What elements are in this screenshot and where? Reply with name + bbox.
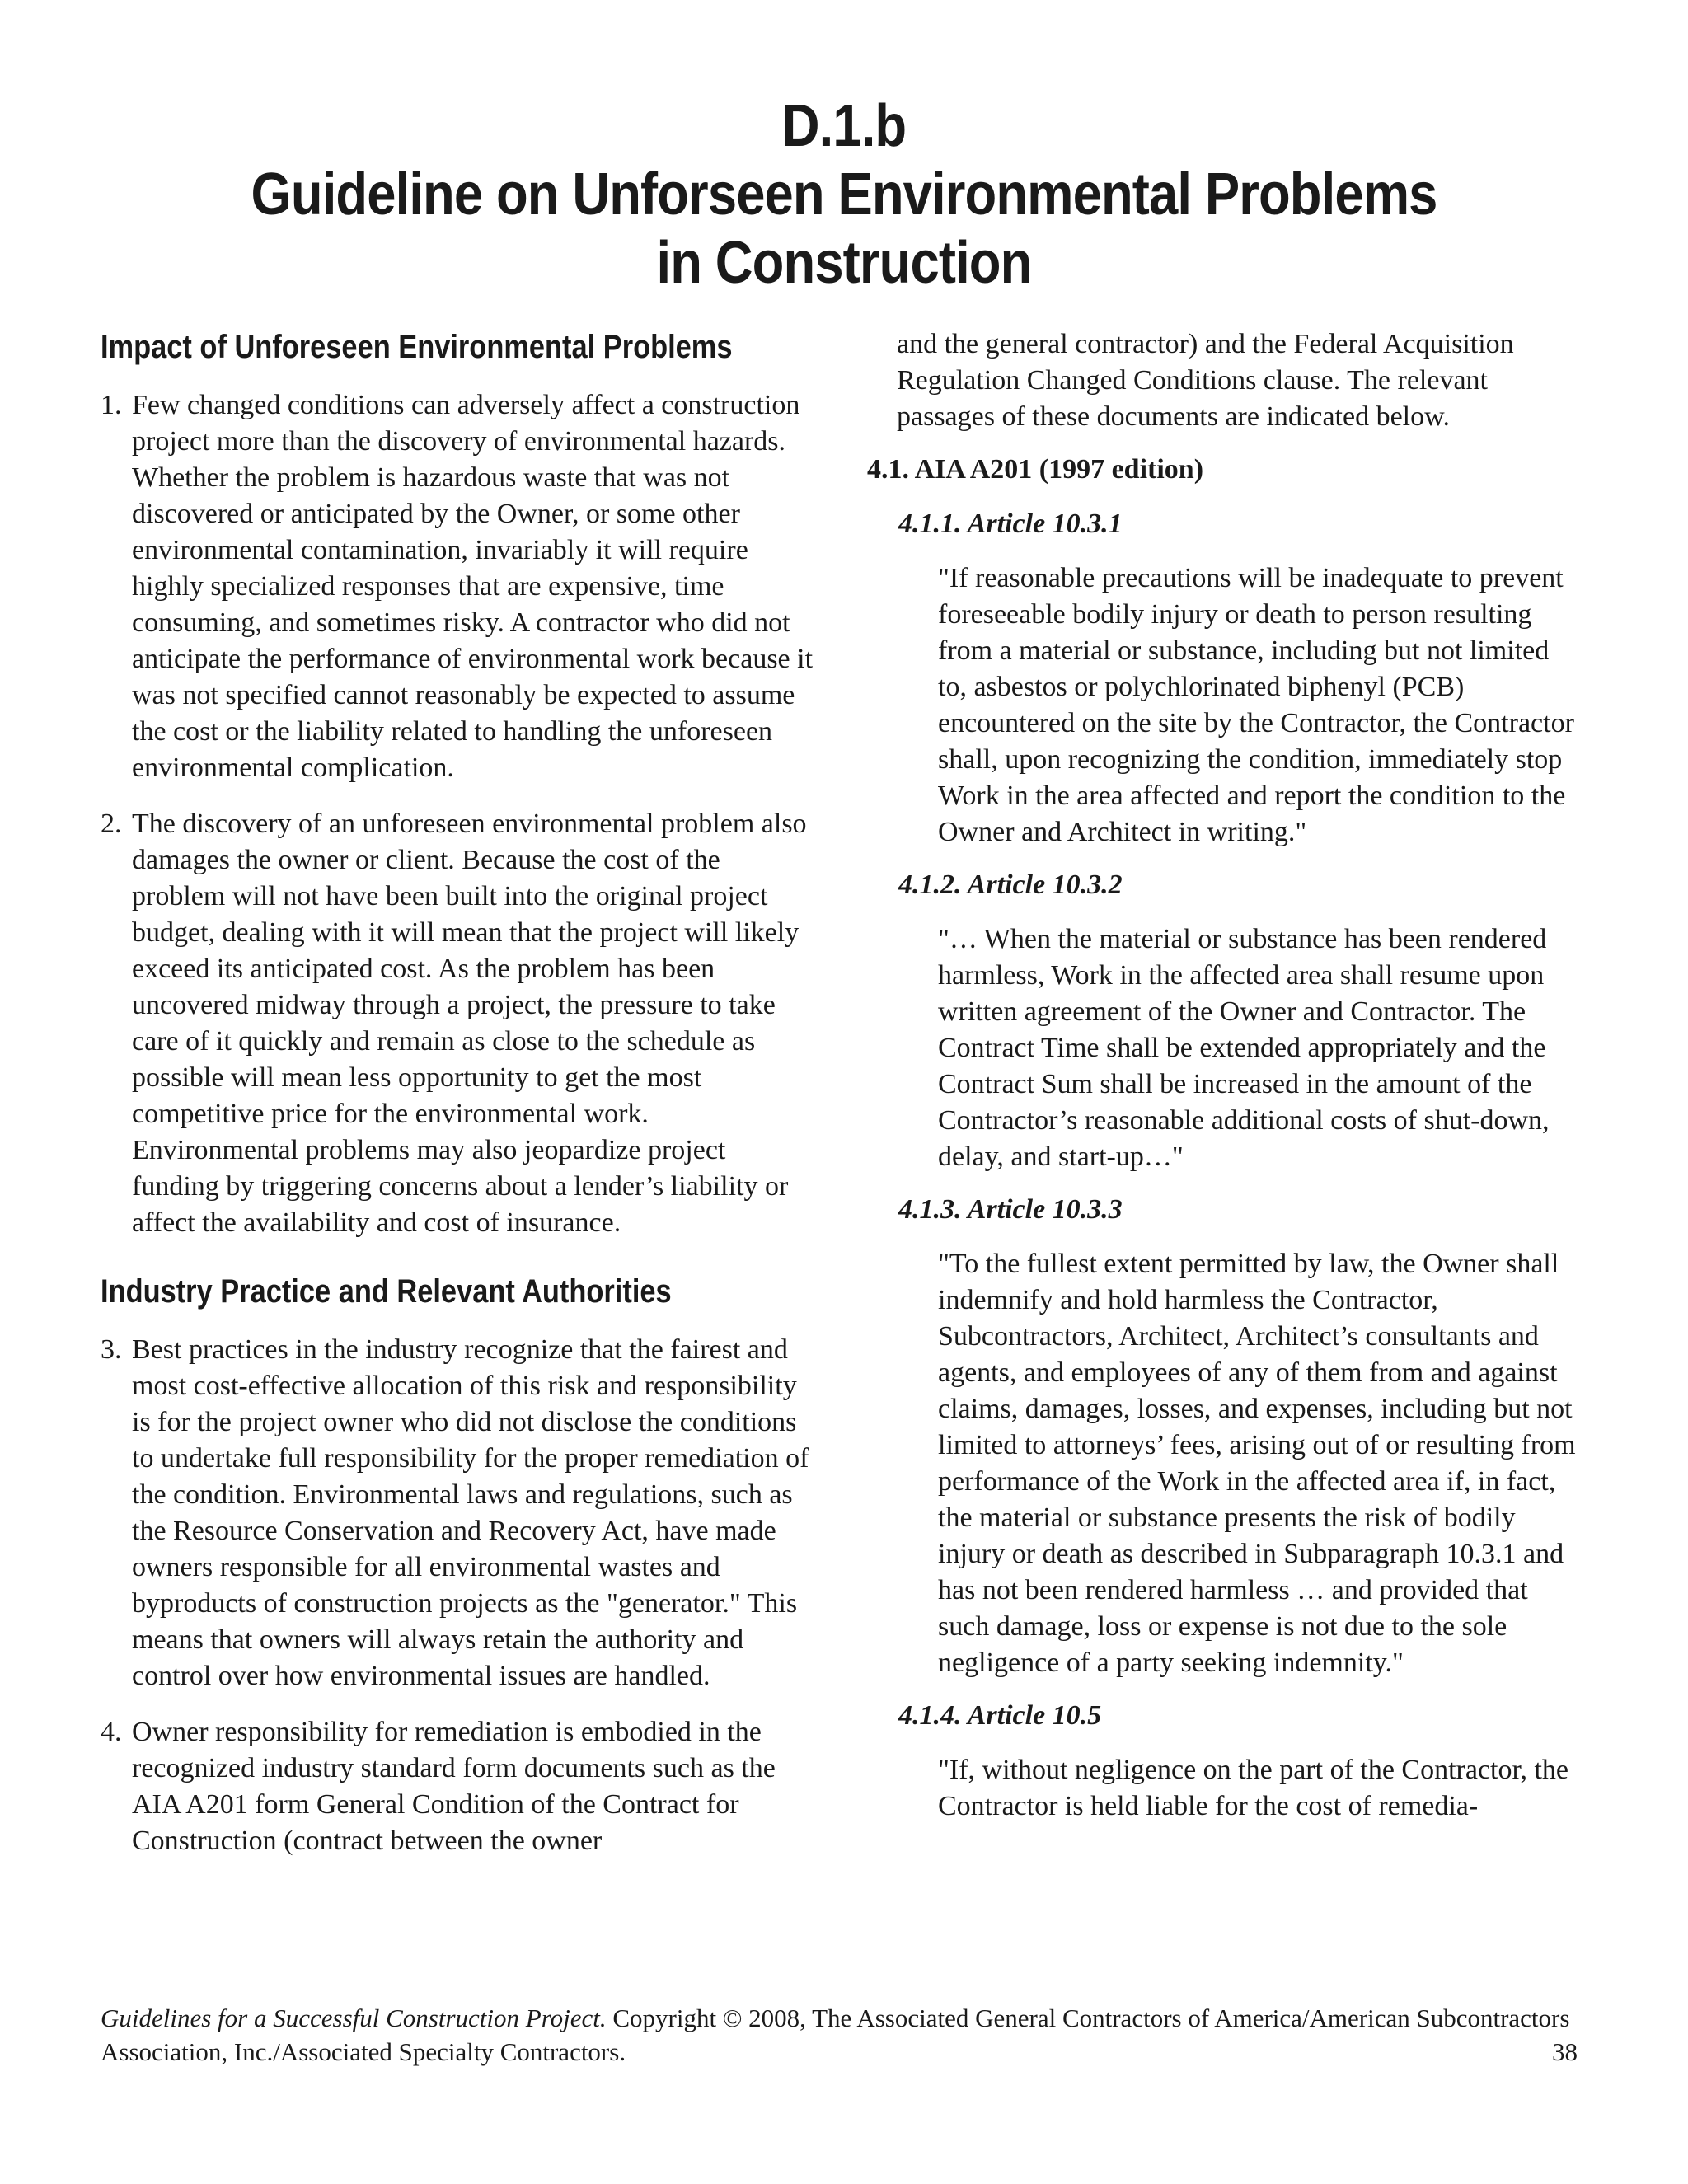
numbered-paragraph <box>101 387 816 786</box>
numbered-paragraph <box>101 1332 816 1694</box>
title-line-end: in Construction <box>656 230 1032 296</box>
article-heading: 4.1.4. Article 10.5 <box>898 1700 1102 1731</box>
right-column <box>867 326 1584 1841</box>
title-line-code: D.1.b <box>781 93 907 159</box>
article-quote: "If, without negligence on the part of the Contractor, the Contractor is held liable for the cost of remedia- <box>938 1755 1568 1821</box>
paragraph-text: The discovery of an unforeseen environmental problem also damages the owner or client. Because the cost of the problem will not have been built into the original project budget, dealing with it will mean that the project will likely exceed its anticipated cost. As the problem has been uncovered midway through a project, the pressure to take care of it quickly and remain as close to the schedule as possible will mean less opportunity to get the most competitive price for the environmental work. Environmental problems may also jeopardize project funding by triggering concerns about a lender’s liability or affect the availability and cost of insurance. <box>132 808 807 1238</box>
left-column <box>101 326 816 1879</box>
paragraph-number: 4. <box>101 1717 122 1747</box>
paragraph-number: 2. <box>101 808 122 839</box>
page-number: 38 <box>1552 2037 1578 2066</box>
footer-publication: Guidelines for a Successful Construction Project. <box>101 2004 607 2032</box>
paragraph-text: Few changed conditions can adversely affect a construction project more than the discovery of environmental hazards. Whether the problem is hazardous waste that was not discovered or anticipated by the Owner, or some other environmental contamination, invariably it will require highly specialized responses that are expensive, time consuming, and sometimes risky. A contractor who did not anticipate the performance of environmental work because it was not specified cannot reasonably be expected to assume the cost or the liability related to handling the unforeseen environmental complication. <box>132 390 814 783</box>
numbered-paragraph <box>101 806 816 1241</box>
paragraph-number: 1. <box>101 390 122 420</box>
numbered-paragraph <box>101 1714 816 1859</box>
paragraph-text: Best practices in the industry recognize that the fairest and most cost-effective allocation of this risk and responsibility is for the project owner who did not disclose the conditions to undertake full responsibility for the proper remediation of the condition. Environmental laws and regulations, such as the Resource Conservation and Recovery Act, have made owners responsible for all environmental wastes and byproducts of construction projects as the "generator." This means that owners will always retain the authority and control over how environmental issues are handled. <box>132 1334 809 1691</box>
section-heading-industry: Industry Practice and Relevant Authorities <box>101 1273 672 1310</box>
article-heading: 4.1.2. Article 10.3.2 <box>898 869 1123 900</box>
section-heading-impact: Impact of Unforeseen Environmental Problems <box>101 329 733 365</box>
article-quote: "… When the material or substance has been rendered harmless, Work in the affected area shall resume upon written agreement of the Owner and Contractor. The Contract Time shall be extended appropriately and the Contract Sum shall be increased in the amount of the Contractor’s reasonable additional costs of shut-down, delay, and start-up…" <box>938 924 1550 1172</box>
article-quote: "To the fullest extent permitted by law, the Owner shall indemnify and hold harmless the Contractor, Subcontractors, Architect, Architect’s consultants and agents, and employees of any of them from and against claims, damages, losses, and expenses, including but not limited to attorneys’ fees, arising out of or resulting from performance of the Work in the affected area if, in fact, the material or substance presents the risk of bodily injury or death as described in Subparagraph 10.3.1 and has not been rendered harmless … and provided that such damage, loss or expense is not due to the sole negligence of a party seeking indemnity." <box>938 1249 1576 1678</box>
title-line-main: Guideline on Unforseen Environmental Problems <box>251 162 1437 227</box>
page-footer <box>101 2001 1584 2069</box>
article-heading: 4.1.3. Article 10.3.3 <box>898 1194 1123 1225</box>
article-heading: 4.1.1. Article 10.3.1 <box>898 509 1123 539</box>
page-title <box>101 92 1587 298</box>
footer-copyright: Copyright © 2008, The Associated General Contractors of America/American Subcontractors Association, Inc./Associated Specialty Contractors. <box>101 2004 1570 2066</box>
paragraph-number: 3. <box>101 1334 122 1365</box>
article-quote: "If reasonable precautions will be inadequate to prevent foreseeable bodily injury or death to person resulting from a material or substance, including but not limited to, asbestos or polychlorinated biphenyl (PCB) encountered on the site by the Contractor, the Contractor shall, upon recognizing the condition, immediately stop Work in the area affected and report the condition to the Owner and Architect in writing." <box>938 563 1574 847</box>
continuation-paragraph: and the general contractor) and the Federal Acquisition Regulation Changed Conditions clause. The relevant passages of these documents are indicated below. <box>897 329 1514 432</box>
paragraph-text: Owner responsibility for remediation is embodied in the recognized industry standard form documents such as the AIA A201 form General Condition of the Contract for Construction (contract between the owner <box>132 1717 776 1856</box>
subsection-heading: 4.1. AIA A201 (1997 edition) <box>867 454 1204 485</box>
